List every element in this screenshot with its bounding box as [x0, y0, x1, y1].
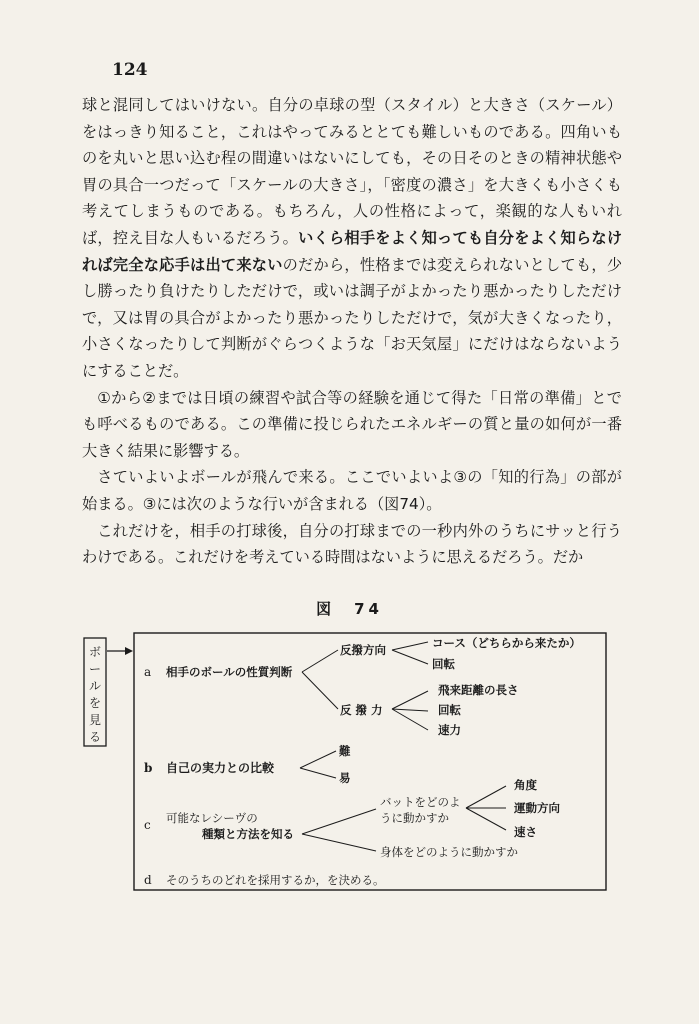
paragraph-text: 球と混同してはいけない。自分の卓球の型（スタイル）と大きさ（スケール）をはっきり知ること，これはやってみるととても難しいものである。四角いものを丸いと思い込む程の間違いはないにしても，その日そのときの精神状態や胃の具合一つだって「スケールの大きさ」，「密度の濃さ」を大きくも小さくも考えてしまうものである。もちろん，人の性格によって，楽観的な人もいれば，控え目な人もいるだろう。: [82, 96, 622, 247]
item-c-label-line: 可能なレシーヴの: [166, 811, 258, 825]
paragraph-text: これだけを，相手の打球後，自分の打球までの一秒内外のうちにサッと行うわけである。これだけを考えている時間はないように思えるだろう。だか: [82, 521, 622, 567]
branch-line: [392, 650, 428, 664]
paragraph-text: のだから，性格までは変えられないとしても，少し勝ったり負けたりしただけで，或いは調子がよかったり悪かったりしただけで，又は胃の具合がよかったり悪かったりしただけで，気が大きくなったり，小さくなったりして判断がぐらつくような「お天気屋」にだけはならないようにすることだ。: [82, 255, 623, 380]
page-number: 124: [112, 60, 148, 80]
branch-line: [392, 691, 428, 709]
paragraph-text: さていよいよボールが飛んで来る。ここでいよいよ③の「知的行為」の部が始まる。③には次のような行いが含まれる（図74）。: [82, 468, 622, 513]
item-c-motion: 運動方向: [514, 801, 560, 815]
branch-line: [302, 650, 338, 672]
item-b-hard: 難: [339, 744, 351, 758]
side-label-char: 見: [88, 713, 102, 727]
item-c-bat-line: うに動かすか: [380, 811, 449, 825]
branch-line: [302, 809, 376, 834]
item-a-spin-2: 回転: [438, 703, 461, 717]
item-a-force-label: 反 撥 力: [340, 703, 383, 717]
item-a-spin: 回転: [432, 657, 455, 671]
item-c-bat-line: バットをどのよ: [380, 795, 461, 809]
item-c-angle: 角度: [514, 778, 537, 792]
item-c-speed: 速さ: [514, 825, 537, 839]
emphasis-text: いくら相手をよく知っても自分をよく知らなければ完全な応手は出て来ない: [82, 228, 623, 274]
side-label-char: を: [88, 696, 102, 710]
item-a-distance: 飛来距離の長さ: [438, 683, 519, 697]
item-a-speed: 速力: [438, 723, 461, 737]
branch-line: [300, 768, 336, 778]
side-label-char: る: [88, 730, 102, 744]
figure-title: 図 74: [316, 600, 383, 618]
item-a-course: コース（どちらから来たか）: [432, 636, 581, 650]
item-c-letter: c: [144, 818, 151, 832]
paragraph-text: ①から②までは日頃の練習や試合等の経験を通じて得た「日常の準備」とでも呼べるものである。この準備に投じられたエネルギーの質と量の如何が一番大きく結果に影響する。: [82, 388, 622, 460]
branch-line: [392, 709, 428, 711]
item-c-label-line: 種類と方法を知る: [202, 827, 294, 841]
branch-line: [392, 642, 428, 650]
item-a-letter: a: [144, 665, 152, 679]
item-a-direction-label: 反撥方向: [340, 643, 386, 657]
item-b-label: 自己の実力との比較: [166, 761, 275, 775]
item-d-letter: d: [144, 873, 152, 887]
item-d-label: そのうちのどれを採用するか，を決める。: [166, 873, 385, 887]
side-label-char: ー: [88, 662, 102, 676]
branch-line: [300, 751, 336, 768]
item-b-letter: b: [144, 761, 153, 775]
item-c-body: 身体をどのように動かすか: [380, 845, 518, 859]
branch-line: [392, 709, 428, 730]
branch-line: [466, 786, 506, 808]
branch-line: [302, 834, 376, 851]
side-label-char: ボ: [88, 645, 102, 659]
branch-line: [302, 672, 338, 709]
branch-line: [466, 808, 506, 830]
side-label-char: ル: [88, 679, 102, 693]
arrow-head: [125, 647, 133, 655]
item-a-label: 相手のボールの性質判断: [166, 665, 293, 679]
item-b-easy: 易: [339, 771, 351, 785]
